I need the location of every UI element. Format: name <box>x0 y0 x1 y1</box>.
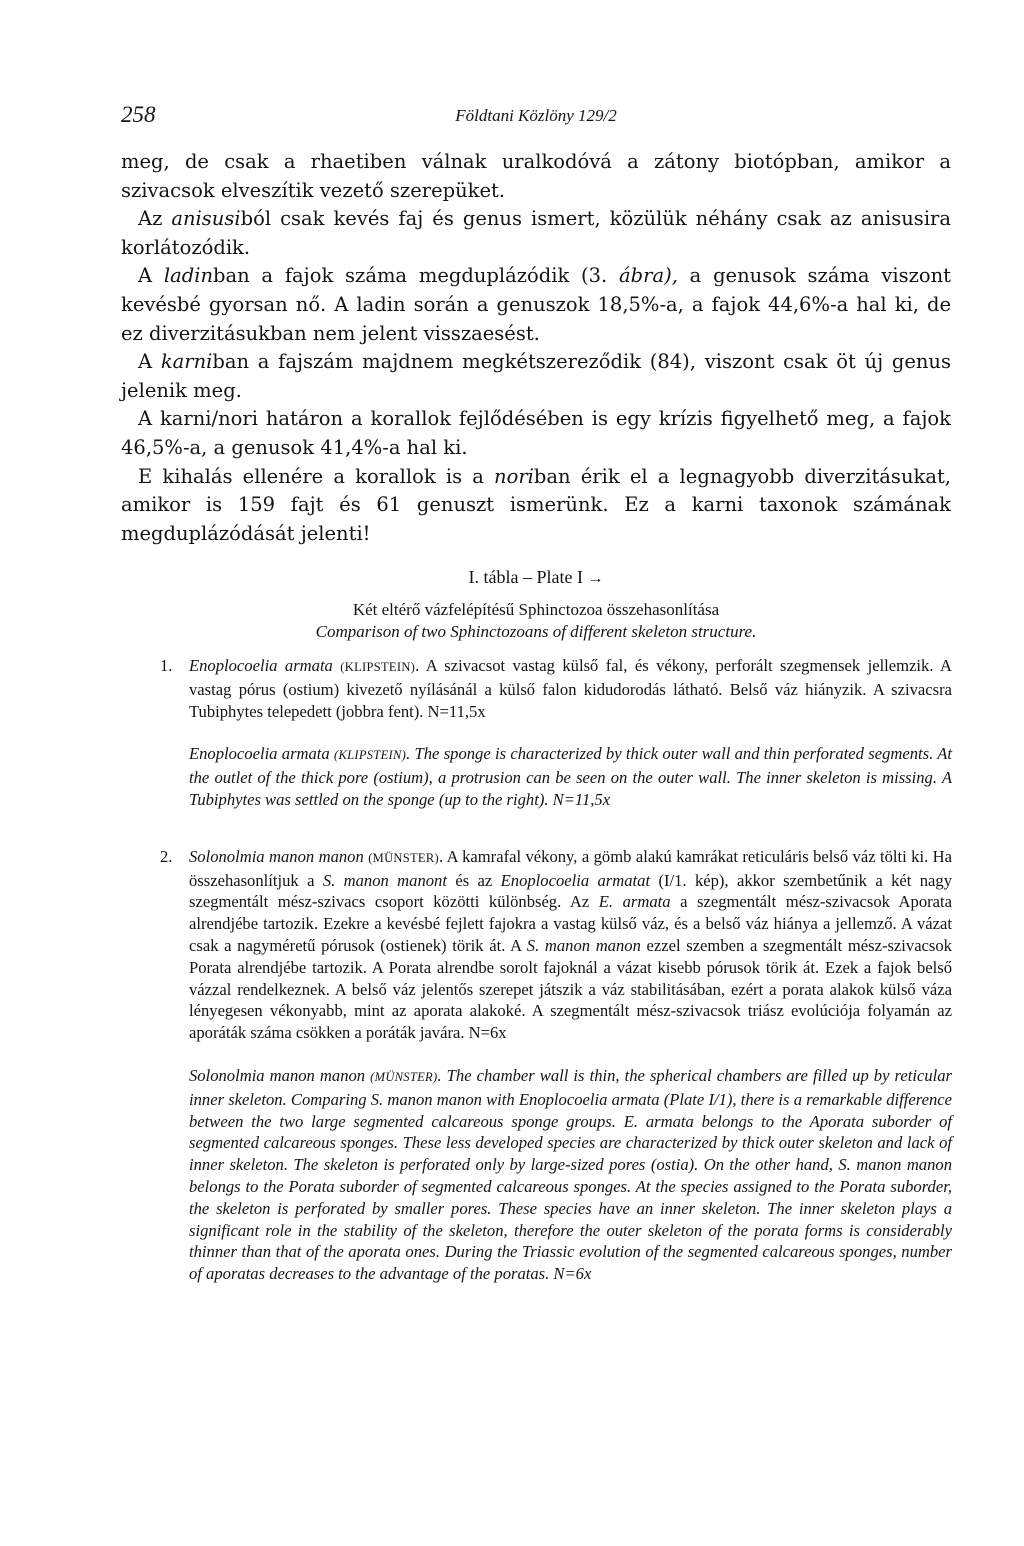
arrow-right-icon: → <box>587 570 604 587</box>
plate-caption <box>121 565 951 643</box>
plate-title: I. tábla – Plate I → <box>468 567 604 587</box>
list-item <box>160 846 952 1285</box>
page-number: 258 <box>121 102 156 127</box>
paragraph: A ladinban a fajok száma megduplázódik (3. ábra), a genusok száma viszont kevésbé gyorsan nő. A ladin során a genuszok 18,5%-a, a fajok 44,6%-a hal ki, de ez diverzitásukban nem jelent visszaesést. <box>121 264 951 345</box>
item-number: 2. <box>160 846 173 866</box>
page-header <box>121 102 951 132</box>
plate-subtitle-hu: Két eltérő vázfelépítésű Sphinctozoa összehasonlítása <box>352 600 720 619</box>
paragraph: E kihalás ellenére a korallok is a noriban érik el a legnagyobb diverzitásukat, amikor is 159 fajt és 61 genuszt ismerünk. Ez a karni taxonok számának megduplázódását jelenti! <box>121 464 951 545</box>
body-text <box>121 148 951 548</box>
paragraph: Az anisusiból csak kevés faj és genus ismert, közülük néhány csak az anisusira korlátozódik. <box>121 207 951 259</box>
paragraph: meg, de csak a rhaetiben válnak uralkodóvá a zátony biotópban, amikor a szivacsok elveszítik vezető szerepüket. <box>121 150 951 202</box>
item-description-en: Enoplocoelia armata (KLIPSTEIN). The sponge is characterized by thick outer wall and thin perforated segments. At the outlet of the thick pore (ostium), a protrusion can be seen on the outer wall. The inner skeleton is missing. A Tubiphytes was settled on the sponge (up to the right). N=11,5x <box>189 744 952 809</box>
paragraph: A karni/nori határon a korallok fejlődésében is egy krízis figyelhető meg, a fajok 46,5%-a, a genusok 41,4%-a hal ki. <box>121 407 951 459</box>
plate-subtitle-en: Comparison of two Sphinctozoans of different skeleton structure. <box>315 622 757 641</box>
paragraph: A karniban a fajszám majdnem megkétszereződik (84), viszont csak öt új genus jelenik meg. <box>121 350 951 402</box>
item-number: 1. <box>160 656 173 675</box>
item-description-hu: Solonolmia manon manon (MÜNSTER). A kamrafal vékony, a gömb alakú kamrákat reticuláris belső váz tölti ki. Ha összehasonlítjuk a S. manon manont és az Enoplocoelia armatat (I/1. kép), akkor szembetűnik a két nagy szegmentált mész-szivacs csoport közötti különbség. Az E. armata a szegmentált mész-szivacsok Aporata alrendjébe tartozik. Ezekre a kevésbé fejlett fajokra a vastag külső váz, és a belső váz hiánya a jellemző. A vázat csak a nagyméretű pórusok (ostienek) törik át. A S. manon manon ezzel szemben a szegmentált mész-szivacsok Porata alrendjébe tartozik. A Porata alrendbe sorolt fajoknál a vázat kisebb pórusok törik át. Ezek a fajok belső vázzal rendelkeznek. A belső váz jelentős szerepet játszik a váz stabilitásában, ezért a porata alakok külső váza lényegesen vékonyabb, mint az aporata alakoké. A szegmentált mész-szivacsok triász evolúciója folyamán az aporáták száma csökken a poráták javára. N=6x <box>189 846 953 1043</box>
item-description-en: Solonolmia manon manon (MÜNSTER). The chamber wall is thin, the spherical chambers are filled up by reticular inner skeleton. Comparing S. manon manon with Enoplocoelia armata (Plate I/1), there is a remarkable difference between the two large segmented calcareous sponge groups. E. armata belongs to the Aporata suborder of segmented calcareous sponges. These less developed species are characterized by thick outer skeleton and lack of inner skeleton. The skeleton is perforated only by large-sized pores (ostia). On the other hand, S. manon manon belongs to the Porata suborder of segmented calcareous sponges. At the species assigned to the Porata suborder, the skeleton is perforated by smaller pores. These species have an inner skeleton. The inner skeleton plays a significant role in the stability of the skeleton, therefore the outer skeleton of the porata forms is considerably thinner than that of the aporata ones. During the Triassic evolution of the segmented calcareous sponges, number of aporatas decreases to the advantage of the poratas. N=6x <box>189 1065 952 1284</box>
plate-item-list <box>160 655 952 1285</box>
journal-title: Földtani Közlöny 129/2 <box>455 106 617 125</box>
item-description-hu: Enoplocoelia armata (KLIPSTEIN). A szivacsot vastag külső fal, és vékony, perforált szegmensek jellemzik. A vastag pórus (ostium) kivezető nyílásánál a külső falon kidudorodás látható. Belső váz hiányzik. A szivacsra Tubiphytes telepedett (jobbra fent). N=11,5x <box>189 656 952 721</box>
list-item <box>160 655 952 811</box>
